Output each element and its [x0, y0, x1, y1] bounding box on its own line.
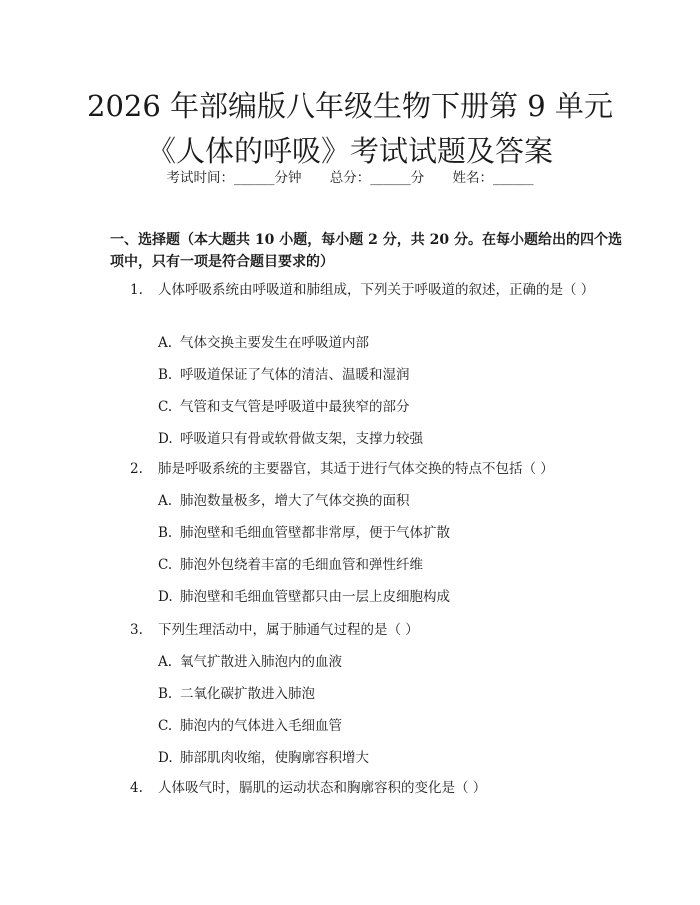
option-letter: B. [158, 686, 173, 702]
option-letter: A. [158, 493, 173, 509]
question-number: 1. [130, 282, 143, 298]
exam-title: 2026 年部编版八年级生物下册第 9 单元《人体的呼吸》考试试题及答案 [87, 89, 613, 168]
option-text: 呼吸道只有骨或软骨做支架，支撑力较强 [180, 431, 423, 447]
question-3 [110, 619, 630, 641]
question-number: 2. [130, 461, 143, 477]
section-heading: 一、选择题（本大题共 10 小题，每小题 2 分，共 20 分。在每小题给出的四个选项中，只有一项是符合题目要求的） [110, 232, 622, 270]
question-1-option-d [158, 429, 618, 449]
option-text: 二氧化碳扩散进入肺泡 [180, 686, 315, 702]
option-text: 肺泡外包绕着丰富的毛细血管和弹性纤维 [180, 557, 423, 573]
option-letter: B. [158, 525, 173, 541]
option-text: 肺泡数量极多，增大了气体交换的面积 [180, 493, 410, 509]
option-text: 肺泡壁和毛细血管壁都只由一层上皮细胞构成 [180, 589, 450, 605]
option-text: 肺部肌肉收缩，使胸廓容积增大 [180, 750, 369, 766]
question-1-option-c [158, 397, 618, 417]
option-letter: C. [158, 718, 173, 734]
option-text: 肺泡壁和毛细血管壁都非常厚，便于气体扩散 [180, 525, 450, 541]
option-text: 气管和支气管是呼吸道中最狭窄的部分 [180, 399, 410, 415]
question-number: 3. [130, 622, 143, 638]
option-letter: B. [158, 367, 173, 383]
option-letter: A. [158, 654, 173, 670]
option-text: 氧气扩散进入肺泡内的血液 [180, 654, 342, 670]
option-letter: D. [158, 431, 173, 447]
question-2-option-c [158, 555, 618, 575]
question-number: 4. [130, 780, 143, 796]
exam-meta [0, 169, 700, 187]
option-text: 肺泡内的气体进入毛细血管 [180, 718, 342, 734]
question-1-option-b [158, 365, 618, 385]
question-1 [110, 279, 630, 301]
total-score-field: 总分：______分 [329, 170, 425, 186]
question-2 [110, 458, 630, 480]
question-stem: 人体呼吸系统由呼吸道和肺组成，下列关于呼吸道的叙述，正确的是（ ） [158, 282, 595, 298]
option-letter: A. [158, 335, 173, 351]
option-letter: C. [158, 557, 173, 573]
option-letter: C. [158, 399, 173, 415]
question-stem: 肺是呼吸系统的主要器官，其适于进行气体交换的特点不包括（ ） [158, 461, 554, 477]
question-4 [110, 777, 630, 799]
question-2-option-b [158, 523, 618, 543]
option-text: 呼吸道保证了气体的清洁、温暖和湿润 [180, 367, 410, 383]
exam-time-field: 考试时间：______分钟 [166, 170, 302, 186]
question-2-option-a [158, 491, 618, 511]
option-letter: D. [158, 589, 173, 605]
question-stem: 下列生理活动中，属于肺通气过程的是（ ） [158, 622, 419, 638]
question-3-option-a [158, 652, 618, 672]
question-3-option-c [158, 716, 618, 736]
option-text: 气体交换主要发生在呼吸道内部 [180, 335, 369, 351]
student-name-field: 姓名：______ [452, 170, 534, 186]
option-letter: D. [158, 750, 173, 766]
question-3-option-d [158, 748, 618, 768]
question-stem: 人体吸气时，膈肌的运动状态和胸廓容积的变化是（ ） [158, 780, 487, 796]
question-3-option-b [158, 684, 618, 704]
question-1-option-a [158, 333, 618, 353]
question-2-option-d [158, 587, 618, 607]
